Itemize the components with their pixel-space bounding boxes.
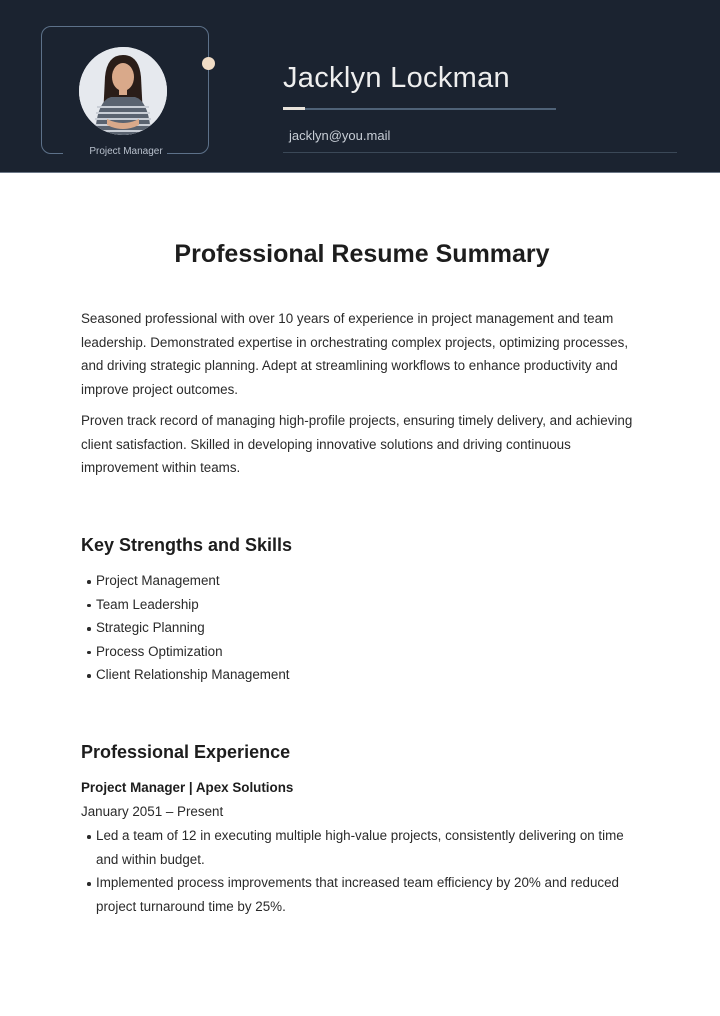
job-role-label: Project Manager bbox=[89, 146, 163, 157]
summary-paragraph-2: Proven track record of managing high-profile projects, ensuring timely delivery, and achieving client satisfaction. Skilled in developing innovative solutions and driving continuous improvement within teams. bbox=[81, 413, 633, 475]
job-title: Project Manager | Apex Solutions bbox=[81, 780, 294, 795]
name-underline bbox=[283, 108, 556, 110]
summary-paragraph-1: Seasoned professional with over 10 years of experience in project management and team leadership. Demonstrated expertise in orchestrating complex projects, optimizing processes, and driving strategic planning. Adept at streamlining workflows to enhance productivity and improve project outcomes. bbox=[81, 311, 629, 397]
email-address[interactable]: jacklyn@you.mail bbox=[289, 128, 391, 143]
person-photo-icon bbox=[79, 47, 167, 135]
skill-item: Client Relationship Management bbox=[86, 663, 290, 687]
avatar bbox=[79, 47, 167, 135]
name-underline-accent bbox=[283, 107, 305, 110]
candidate-name: Jacklyn Lockman bbox=[283, 62, 510, 94]
skill-item: Strategic Planning bbox=[86, 616, 290, 640]
job-bullets bbox=[86, 824, 626, 918]
job-dates: January 2051 – Present bbox=[81, 804, 224, 819]
skill-item: Team Leadership bbox=[86, 593, 290, 617]
page-title: Professional Resume Summary bbox=[174, 240, 550, 268]
accent-dot-icon bbox=[202, 57, 215, 70]
email-divider bbox=[283, 152, 677, 153]
resume-header bbox=[0, 0, 720, 173]
experience-heading: Professional Experience bbox=[81, 742, 291, 762]
skill-item: Project Management bbox=[86, 569, 290, 593]
job-bullet: Led a team of 12 in executing multiple high-value projects, consistently delivering on time and within budget. bbox=[86, 824, 626, 871]
skill-item: Process Optimization bbox=[86, 640, 290, 664]
skills-list bbox=[86, 569, 290, 687]
job-bullet: Implemented process improvements that increased team efficiency by 20% and reduced project turnaround time by 25%. bbox=[86, 871, 626, 918]
skills-heading: Key Strengths and Skills bbox=[81, 535, 293, 555]
